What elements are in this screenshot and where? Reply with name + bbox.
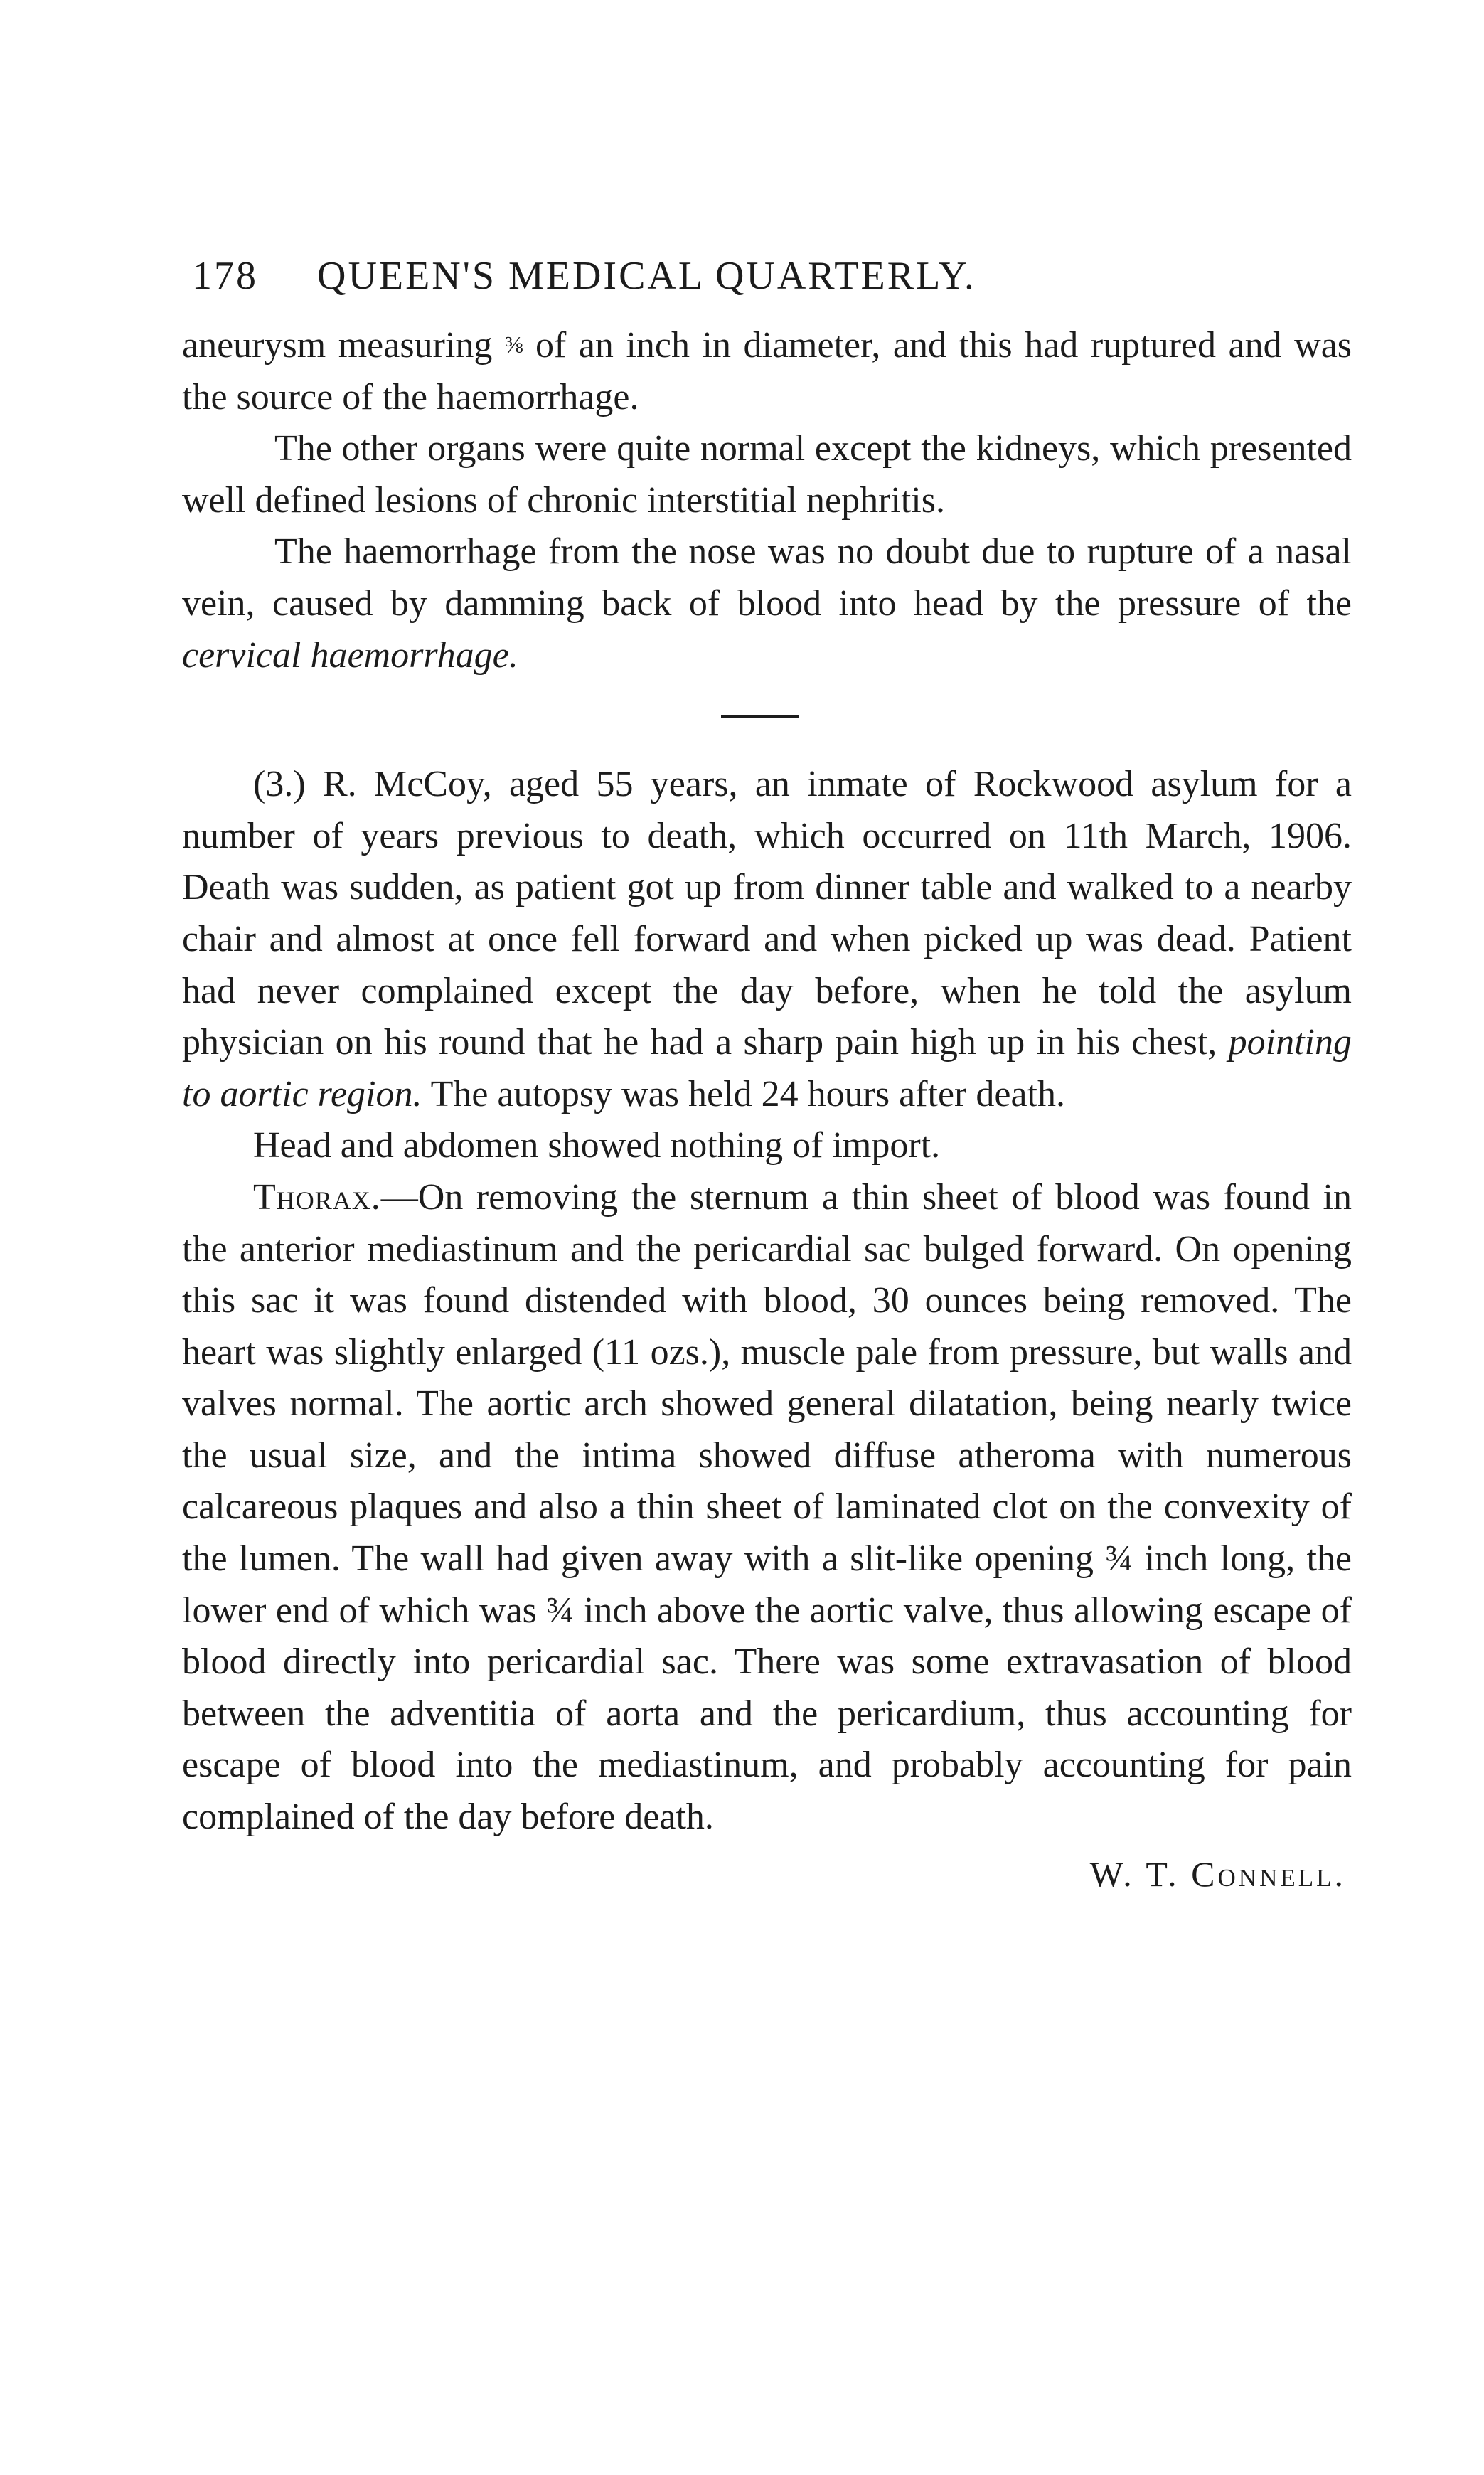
case-history-text: (3.) R. McCoy, aged 55 years, an inmate of Rockwood asylum for a number of years previous to death, which occurred on 11th March, 1906. Death was sudden, as patient got up from dinner table and walked to a nearby chair and almost at once fell forward and when picked up was dead. Patient had never complained except the day before, when he told the asylum physician on his round that he had a sharp pain high up in his chest,: [182, 764, 1352, 1063]
paragraph-aneurysm: [182, 320, 1352, 423]
running-head: [182, 250, 1352, 319]
case-three-text: [182, 759, 1352, 1843]
paragraph-nasal-haemorrhage: [182, 526, 1352, 681]
paragraph-thorax: [182, 1172, 1352, 1843]
thorax-label: Thorax.: [253, 1176, 381, 1218]
journal-title: QUEEN'S MEDICAL QUARTERLY.: [317, 254, 976, 298]
case-history-end: The autopsy was held 24 hours after death.: [430, 1073, 1065, 1114]
nasal-text: The haemorrhage from the nose was no doubt due to rupture of a nasal vein, caused by damming back of blood into head by the pressure of the: [182, 531, 1352, 624]
author-surname: Connell.: [1191, 1853, 1346, 1894]
thorax-text: —On removing the sternum a thin sheet of blood was found in the anterior mediastinum and the pericardial sac bulged forward. On opening this sac it was found distended with blood, 30 ounces being removed. The heart was slightly enlarged (11 ozs.), muscle pale from pressure, but walls and valves normal. The aortic arch showed general dilatation, being nearly twice the usual size, and the intima showed diffuse atheroma with numerous calcareous plaques and also a thin sheet of laminated clot on the convexity of the lumen. The wall had given away with a slit-like opening ¾ inch long, the lower end of which was ¾ inch above the aortic valve, thus allowing escape of blood directly into pericardial sac. There was some extravasation of blood between the adventitia of aorta and the pericardium, thus accounting for escape of blood into the mediastinum, and probably accounting for pain complained of the day before death.: [182, 1176, 1352, 1838]
case-history-italic: pointing to aortic region.: [182, 1022, 1352, 1114]
paragraph-case-history: [182, 759, 1352, 1120]
continued-case-text: [182, 320, 1352, 681]
aneurysm-text-start: aneurysm measuring: [182, 325, 493, 366]
paragraph-other-organs: The other organs were quite normal except the kidneys, which presented well defined lesions of chronic interstitial nephritis.: [182, 428, 1352, 521]
nasal-text-italic: cervical haemorrhage.: [182, 634, 518, 676]
section-divider: [721, 715, 799, 718]
page-number: 178: [192, 254, 258, 298]
paragraph-head-abdomen: Head and abdomen showed nothing of import.: [253, 1125, 941, 1166]
aneurysm-text-end: of an inch in diameter, and this had ruptured and was the source of the haemorrhage.: [182, 325, 1352, 417]
fraction: ⅜: [504, 332, 523, 358]
author-initials: W. T.: [1089, 1853, 1180, 1894]
journal-page: [182, 250, 1352, 1895]
author-signature: [182, 1853, 1352, 1895]
